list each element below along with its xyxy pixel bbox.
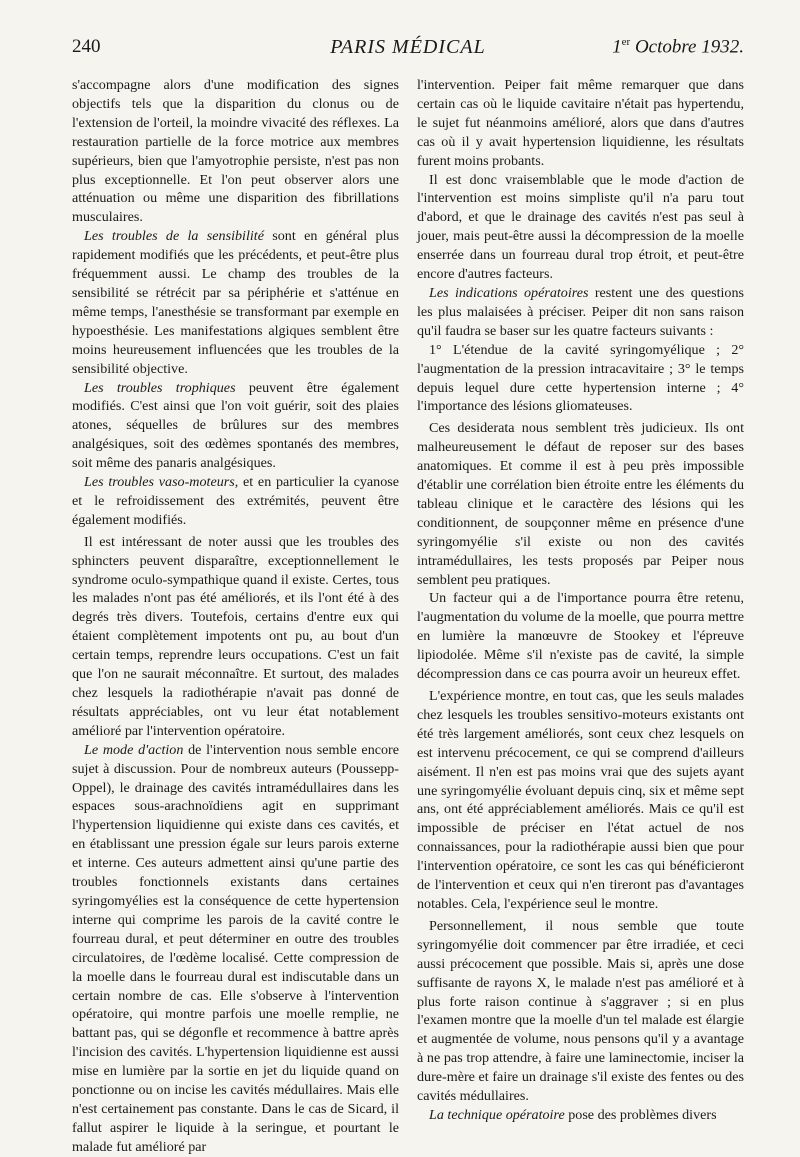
paragraph-text: peuvent être également modifiés. C'est ainsi que l'on voit guérir, soit des plaies atones, séquelles de brûlures sur des membres analgésiques, soit des œdèmes spontanés des membres, soit même des panaris analgésiques.	[72, 379, 399, 472]
left-column	[72, 76, 399, 1157]
paragraph	[72, 379, 399, 474]
paragraph-text: restent une des questions les plus malaisées à préciser. Peiper dit non sans raison qu'il faudra se baser sur les quatre facteurs suivants :	[417, 284, 744, 339]
issue-date-rest: Octobre 1932.	[630, 36, 744, 58]
paragraph-text: 1° L'étendue de la cavité syringomyélique ; 2° l'augmentation de la pression intracavitaire ; 3° le temps depuis lequel dure cette hypertension interne ; 4° l'importance des lésions gliomateuses.	[417, 341, 744, 415]
paragraph-lead: Les troubles trophiques	[84, 379, 236, 396]
paragraph	[417, 76, 744, 171]
paragraph-text: Personnellement, il nous semble que toute syringomyélie doit commencer par être irradiée, et ceci aussi précocement que possible. Mais si, après une dose suffisante de rayons X, le malade n'est pas amélioré et à plus forte raison continue à s'aggraver ; si en plus l'examen montre que la moelle d'un tel malade est élargie et augmentée de volume, nous pensons qu'il y a avantage à ne pas trop attendre, à faire une laminectomie, inciser la dure-mère et faire un drainage s'il existe des fentes ou des cavités médullaires.	[417, 917, 744, 1105]
issue-date	[612, 36, 744, 58]
paragraph-lead: Les indications opératoires	[429, 284, 589, 301]
page-number: 240	[72, 36, 101, 57]
paragraph-lead: La technique opératoire	[429, 1106, 565, 1123]
paragraph-text: L'expérience montre, en tout cas, que les seuls malades chez lesquels les troubles sensitivo-moteurs existants ont été très largement améliorés, sont ceux chez lesquels on est intervenu précocement, ce qui se comprend d'ailleurs aisément. Il n'en est pas moins vrai que des sujets ayant une syringomyélie évoluant depuis cinq, six et même sept ans, ont été appréciablement améliorés. Mais ce qu'il est impossible de préciser en l'état actuel de nos connaissances, pour la radiothérapie aussi bien que pour l'intervention opératoire, ce sont les cas qui bénéficieront de l'intervention et ceux qui n'en tireront pas d'avantages notables. Cela, l'expérience seul le montre.	[417, 688, 744, 912]
paragraph-text: Il est intéressant de noter aussi que les troubles des sphincters peuvent disparaître, exceptionnellement le syndrome oculo-sympathique quand il existe. Certes, tous les malades n'ont pas été améliorés, et ils l'ont été à des degrés très divers. Toutefois, certains d'entre eux qui étaient complètement impotents ont pu, au bout d'un certain temps, reprendre leurs occupations. C'est un fait que l'on ne saurait méconnaître. Et surtout, des malades chez lesquels la radiothérapie n'avait pas donné de résultats appréciables, ont vu leur état notablement amélioré par l'intervention opératoire.	[72, 533, 399, 739]
paragraph-text: , et en particulier la cyanose et le refroidissement des extrémités, peuvent être également modifiés.	[72, 474, 399, 528]
paragraph-text: sont en général plus rapidement modifiés que les précédents, et peut-être plus fréquemment aussi. Le champ des troubles de la sensibilité se rétrécit par sa périphérie et s'atténue en même temps, l'anesthésie se transformant par exemple en hypoesthésie. Les manifestations algiques semblent être moins heureusement influencées que les troubles de la sensibilité objective.	[72, 228, 399, 377]
paragraph-text: Un facteur qui a de l'importance pourra être retenu, l'augmentation du volume de la moelle, que pourra mettre en lumière la manœuvre de Stookey et l'épreuve lipiodolée. Même s'il n'existe pas de cavité, la simple décompression dans ce cas pourra avoir un heureux effet.	[417, 590, 744, 683]
journal-title: PARIS MÉDICAL	[330, 36, 486, 58]
issue-date-ordinal: er	[621, 36, 631, 48]
paragraph-lead: Les troubles vaso-moteurs	[84, 474, 235, 491]
body-columns	[72, 76, 744, 1157]
paragraph	[72, 76, 399, 227]
paragraph	[417, 171, 744, 284]
paragraph	[72, 227, 399, 378]
paragraph-text: Ces desiderata nous semblent très judicieux. Ils ont malheureusement le défaut de reposer sur des bases anatomiques. Et comme il est à peu près impossible d'établir une corrélation bien étroite entre les éléments du tableau clinique et le caractère des lésions qui les conditionnent, de soupçonner même en présence d'une syringomyélie s'il existe ou non des cavités intramédullaires, les tests proposés par Peiper nous semblent peu pratiques.	[417, 420, 744, 588]
paragraph	[72, 533, 399, 741]
paragraph	[417, 1106, 744, 1125]
paragraph-text: l'intervention. Peiper fait même remarquer que dans certain cas où le liquide cavitaire n'était pas hypertendu, le sujet fut néanmoins amélioré, alors que dans d'autres cas où il y avait hypertension liquidienne, les résultats furent moins probants.	[417, 77, 744, 169]
paragraph	[72, 473, 399, 530]
paragraph-text: s'accompagne alors d'une modification des signes objectifs tels que la disparition du clonus ou de l'extension de l'orteil, la moindre vivacité des réflexes. La restauration partielle de la force motrice aux membres supérieurs, bien que l'amyotrophie persiste, n'est pas non plus exceptionnelle. Et l'on peut observer alors une atténuation ou même une disparition des fibrillations musculaires.	[72, 77, 399, 226]
paragraph	[417, 589, 744, 684]
paragraph	[417, 419, 744, 589]
issue-date-day: 1	[612, 36, 622, 58]
running-header	[72, 36, 744, 66]
paragraph	[417, 341, 744, 417]
paragraph-text: de l'intervention nous semble encore sujet à discussion. Pour de nombreux auteurs (Poussepp-Oppel), le drainage des cavités intramédullaires dans les espaces sous-arachnoïdiens agit en supprimant l'hypertension liquidienne qui existe dans ces cavités, et en établissant une pression égale sur leurs parois externe et interne. Ces auteurs admettent ainsi qu'une partie des troubles fonctionnels existants dans certaines syringomyélies est la conséquence de cette hypertension interne qui comprime les parois de la cavité contre le fourreau dural, et peut déterminer en outre des troubles circulatoires, de l'œdème localisé. Cette compression de la moelle dans le fourreau dural est indiscutable dans un certain nombre de cas. Elle s'observe à l'intervention opératoire, qui montre parfois une moelle remplie, ne battant pas, qui se dégonfle et recommence à battre après l'incision des cavités. L'hypertension liquidienne est aussi mise en lumière par la sortie en jet du liquide quand on ponctionne ou on incise les cavités médullaires. Mais elle n'est certainement pas constante. Dans le cas de Sicard, il fallut aspirer le liquide à la seringue, et pourtant le malade fut amélioré par	[72, 741, 399, 1155]
paragraph	[417, 917, 744, 1106]
paragraph-lead: Les troubles de la sensibilité	[84, 228, 264, 245]
paragraph	[417, 687, 744, 914]
paragraph-text: Il est donc vraisemblable que le mode d'action de l'intervention est moins simpliste qu'il n'a paru tout d'abord, et que le drainage des cavités n'est pas seul à jouer, mais peut-être aussi la décompression de la moelle enserrée dans un fourreau dural trop étroit, et peut-être encore d'autres facteurs.	[417, 171, 744, 283]
paragraph-text: pose des problèmes divers	[564, 1106, 717, 1123]
paragraph	[417, 284, 744, 341]
paragraph-lead: Le mode d'action	[84, 741, 184, 758]
right-column	[417, 76, 744, 1157]
paragraph	[72, 741, 399, 1157]
